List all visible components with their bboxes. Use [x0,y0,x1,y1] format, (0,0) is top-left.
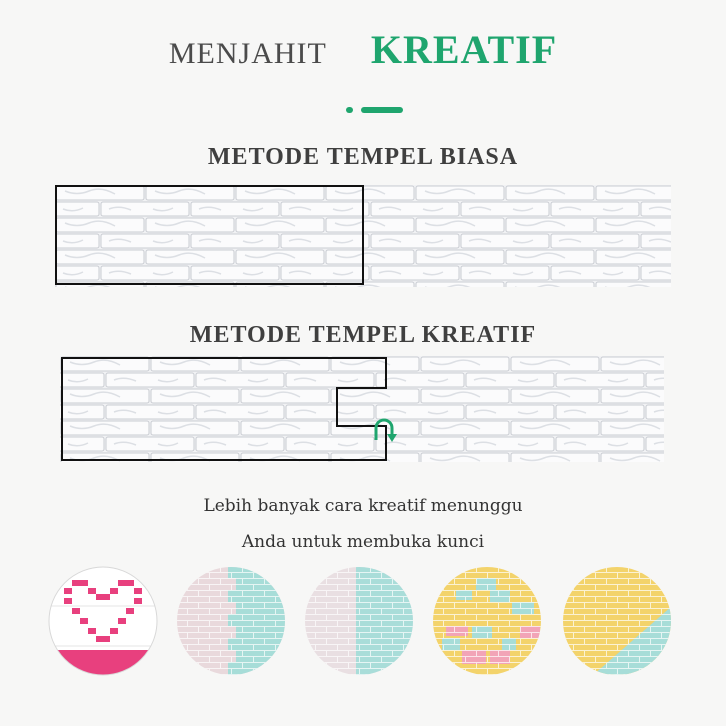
section-title-basic: METODE TEMPEL BIASA [207,144,519,170]
swatch-heart [48,566,158,676]
title-right: KREATIF [370,27,558,72]
page-title [0,26,726,73]
swatch-pink-mint [176,566,286,676]
caption-line-1: Lebih banyak cara kreatif menunggu [203,496,523,516]
title-divider [346,106,406,114]
divider-bar [361,107,403,113]
divider-dot [346,107,353,113]
section-title-creative: METODE TEMPEL KREATIF [189,322,537,348]
brick-wall-basic [55,185,671,287]
swatch-blush-mint [304,566,414,676]
swatch-mosaic [432,566,542,676]
swatch-diagonal [562,566,672,676]
title-left: MENJAHIT [168,37,327,70]
brick-wall-creative [60,356,664,462]
caption-line-2: Anda untuk membuka kunci [241,532,485,552]
pattern-swatches [0,566,726,666]
